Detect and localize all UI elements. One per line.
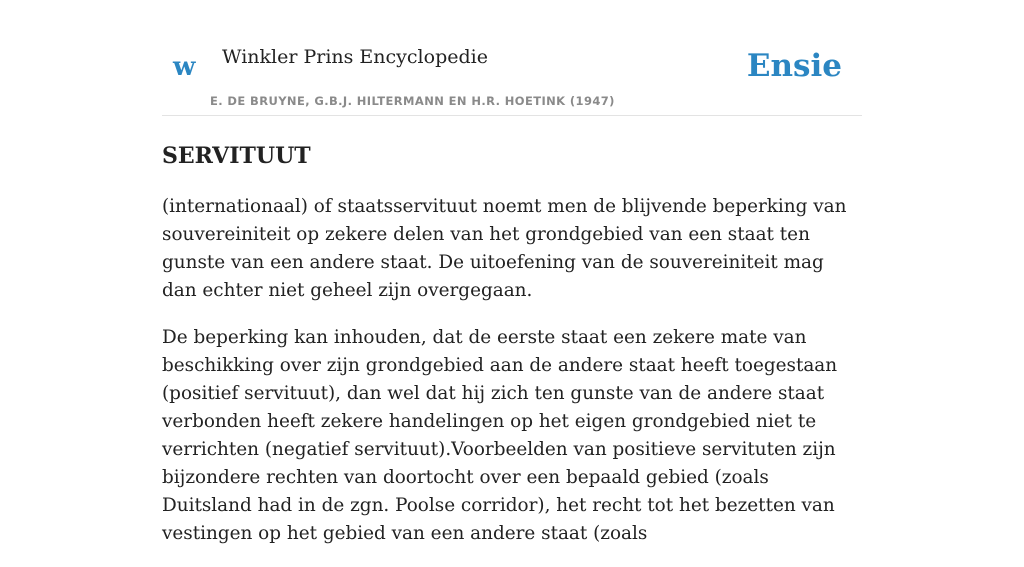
entry-title: SERVITUUT (162, 143, 311, 169)
winkler-prins-logo[interactable]: w (173, 52, 196, 82)
content-column (162, 0, 862, 567)
book-title-link[interactable]: Winkler Prins Encyclopedie (222, 46, 488, 68)
entry-paragraph: De beperking kan inhouden, dat de eerste staat een zekere mate van beschikking over zijn grondgebied aan de andere staat heeft toegestaan (positief servituut), dan wel dat hij zich ten gunste van de andere staat verbonden heeft zekere handelingen op het eigen grondgebied niet te verrichten (negatief servituut).Voorbeelden van positieve servituten zijn bijzondere rechten van doortocht over een bepaald gebied (zoals Duitsland had in de zgn. Poolse corridor), het recht tot het bezetten van vestingen op het gebied van een andere staat (zoals (162, 327, 838, 545)
book-authors: E. DE BRUYNE, G.B.J. HILTERMANN EN H.R. HOETINK (1947) (210, 94, 615, 108)
entry-paragraph: (internationaal) of staatsservituut noemt men de blijvende beperking van souvereiniteit op zekere delen van het grondgebied van een staat ten gunste van een andere staat. De uitoefening van de souvereiniteit mag dan echter niet geheel zijn overgegaan. (162, 196, 847, 302)
ensie-logo[interactable]: Ensie (746, 48, 842, 84)
entry-body (162, 193, 862, 548)
site-header (162, 0, 862, 116)
